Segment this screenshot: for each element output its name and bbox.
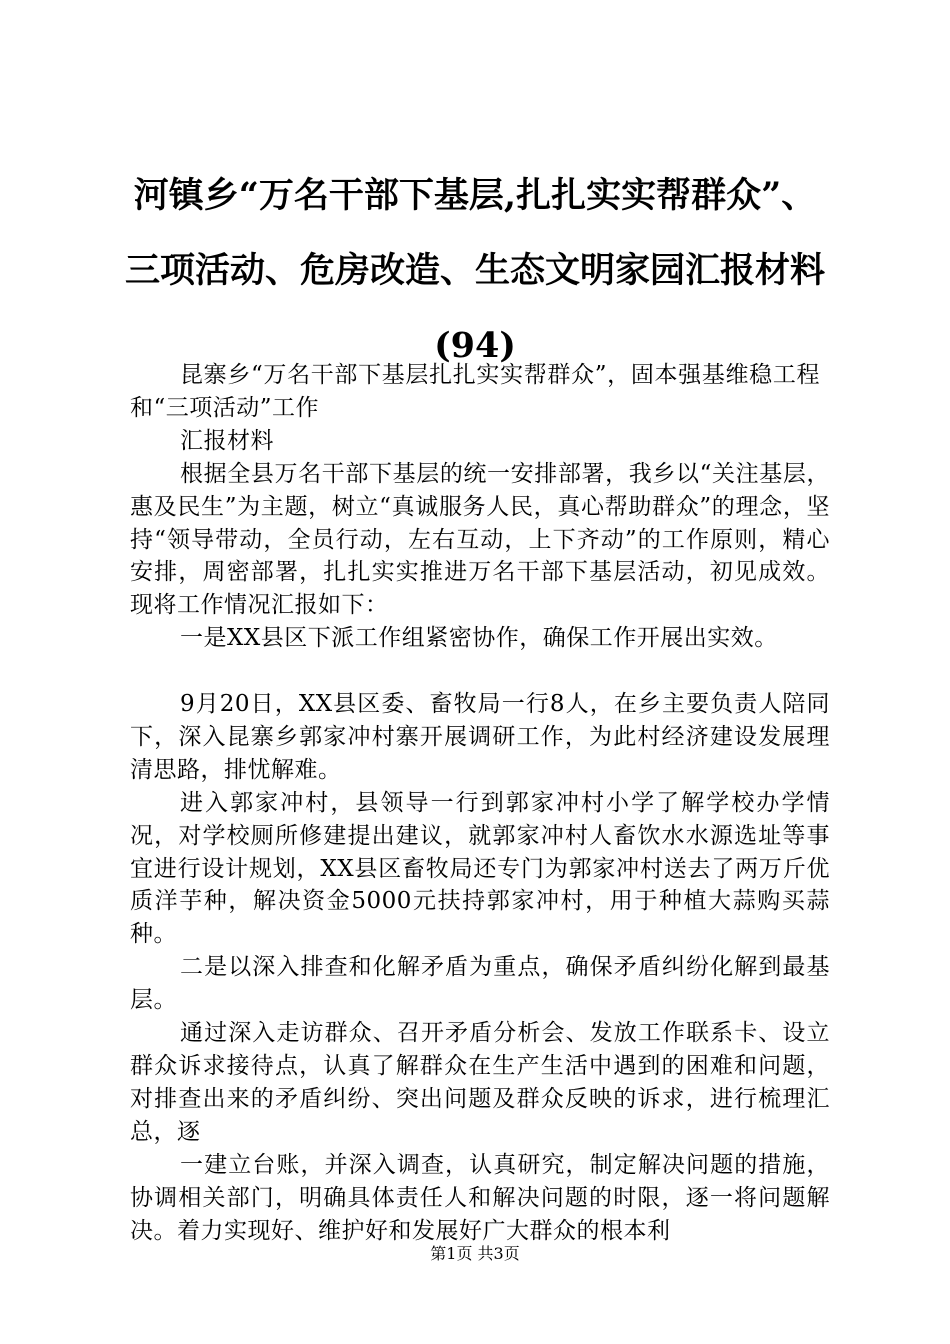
document-title [100,158,850,383]
section-heading-2: 二是以深入排查和化解矛盾为重点，确保矛盾纠纷化解到最基层。 [130,954,830,1014]
body-paragraph: 一建立台账，并深入调查，认真研究，制定解决问题的措施，协调相关部门，明确具体责任人和解决问题的时限，逐一将问题解决。着力实现好、维护好和发展好广大群众的根本利 [130,1151,830,1244]
document-body [130,359,830,1247]
title-line-3: (94) [434,325,516,366]
body-paragraph: 根据全县万名干部下基层的统一安排部署，我乡以“关注基层，惠及民生”为主题，树立“真诚服务人民，真心帮助群众”的理念，坚持“领导带动，全员行动，左右互动，上下齐动”的工作原则，精心安排，周密部署，扎扎实实推进万名干部下基层活动，初见成效。现将工作情况汇报如下： [130,460,830,619]
subtitle-line-report: 汇报材料 [180,427,274,454]
section-heading-1: 一是XX县区下派工作组紧密协作，确保工作开展出实效。 [180,625,778,652]
title-line-1: 河镇乡“万名干部下基层,扎扎实实帮群众”、 [133,175,817,216]
body-paragraph: 9月20日，XX县区委、畜牧局一行8人，在乡主要负责人陪同下，深入昆寨乡郭家冲村寨开展调研工作，为此村经济建设发展理清思路，排忧解难。 [130,691,830,783]
subtitle-paragraph: 昆寨乡“万名干部下基层扎扎实实帮群众”，固本强基维稳工程和“三项活动”工作 [130,362,820,421]
body-paragraph: 通过深入走访群众、召开矛盾分析会、发放工作联系卡、设立群众诉求接待点，认真了解群众在生产生活中遇到的困难和问题，对排查出来的矛盾纠纷、突出问题及群众反映的诉求，进行梳理汇总，逐 [130,1020,830,1145]
body-paragraph: 进入郭家冲村，县领导一行到郭家冲村小学了解学校办学情况，对学校厕所修建提出建议，就郭家冲村人畜饮水水源选址等事宜进行设计规划，XX县区畜牧局还专门为郭家冲村送去了两万斤优质洋芋种，解决资金5000元扶持郭家冲村，用于种植大蒜购买蒜种。 [130,789,830,948]
title-line-2: 三项活动、危房改造、生态文明家园汇报材料 [124,250,825,291]
page-footer: 第1页 共3页 [430,1244,520,1263]
